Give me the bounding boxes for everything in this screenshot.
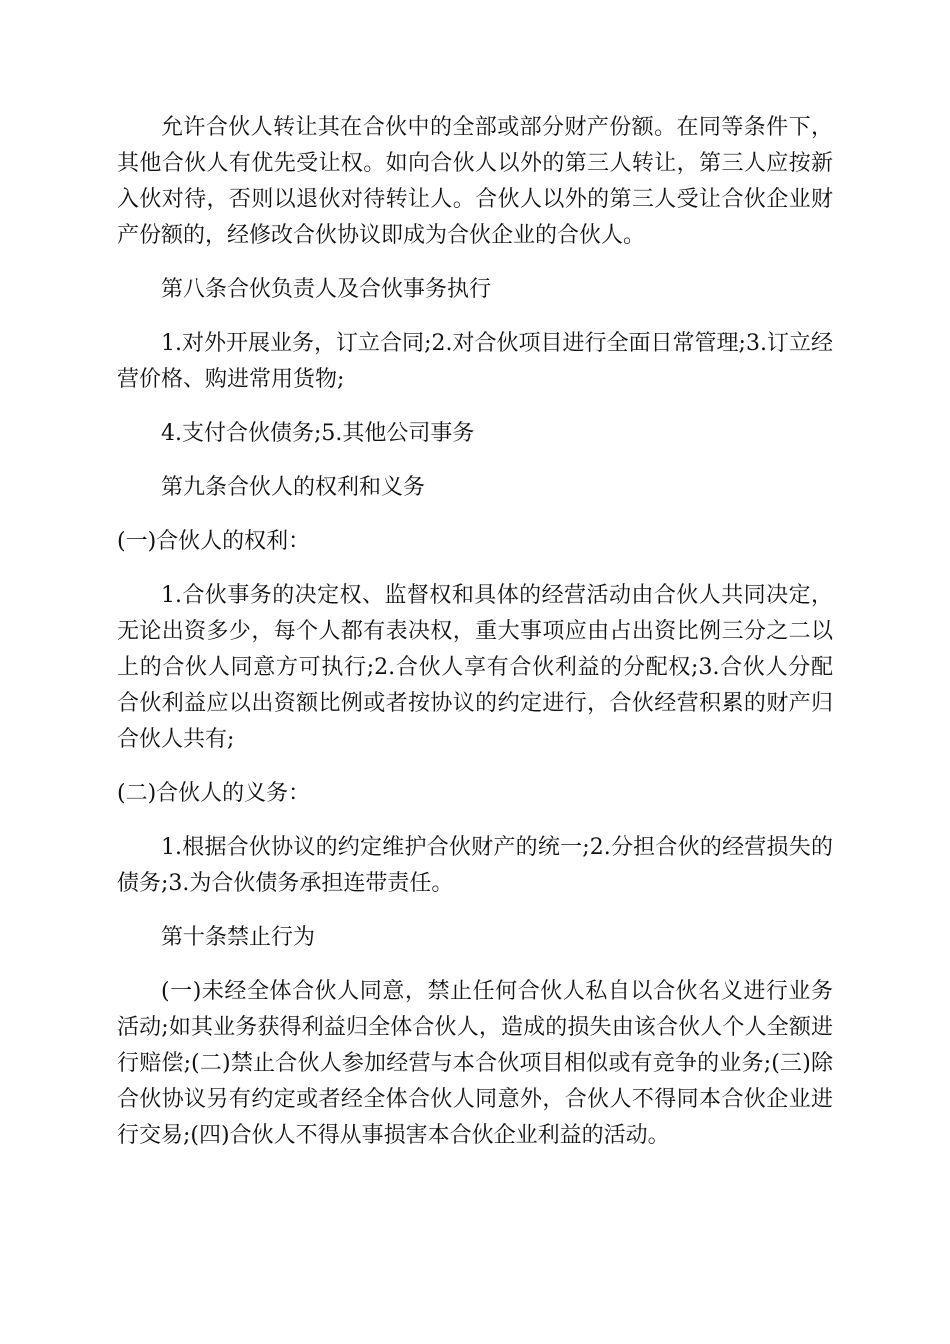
article-10-heading: 第十条禁止行为 [161,925,316,950]
paragraph-article-8-duties-1: 1.对外开展业务，订立合同;2.对合伙项目进行全面日常管理;3.订立经营价格、购进常用货物; [117,331,833,392]
article-8-heading: 第八条合伙负责人及合伙事务执行 [161,277,492,302]
article-9-heading: 第九条合伙人的权利和义务 [161,475,426,500]
rights-subheading: (一)合伙人的权利： [117,529,311,554]
document-page [117,110,833,1172]
paragraph-partner-obligations: 1.根据合伙协议的约定维护合伙财产的统一;2.分担合伙的经营损失的债务;3.为合伙债务承担连带责任。 [117,835,833,896]
paragraph-partner-rights: 1.合伙事务的决定权、监督权和具体的经营活动由合伙人共同决定，无论出资多少，每个人都有表决权，重大事项应由占出资比例三分之二以上的合伙人同意方可执行;2.合伙人享有合伙利益的分配权;3.合伙人分配合伙利益应以出资额比例或者按协议的约定进行，合伙经营积累的财产归合伙人共有; [117,583,833,752]
paragraph-prohibited-acts: (一)未经全体合伙人同意，禁止任何合伙人私自以合伙名义进行业务活动;如其业务获得利益归全体合伙人，造成的损失由该合伙人个人全额进行赔偿;(二)禁止合伙人参加经营与本合伙项目相似或有竞争的业务;(三)除合伙协议另有约定或者经全体合伙人同意外，合伙人不得同本合伙企业进行交易;(四)合伙人不得从事损害本合伙企业利益的活动。 [117,979,833,1148]
obligations-subheading: (二)合伙人的义务： [117,781,311,806]
paragraph-article-8-duties-2: 4.支付合伙债务;5.其他公司事务 [161,421,475,446]
paragraph-transfer-of-share: 允许合伙人转让其在合伙中的全部或部分财产份额。在同等条件下，其他合伙人有优先受让权。如向合伙人以外的第三人转让，第三人应按新入伙对待，否则以退伙对待转让人。合伙人以外的第三人受让合伙企业财产份额的，经修改合伙协议即成为合伙企业的合伙人。 [117,115,833,248]
